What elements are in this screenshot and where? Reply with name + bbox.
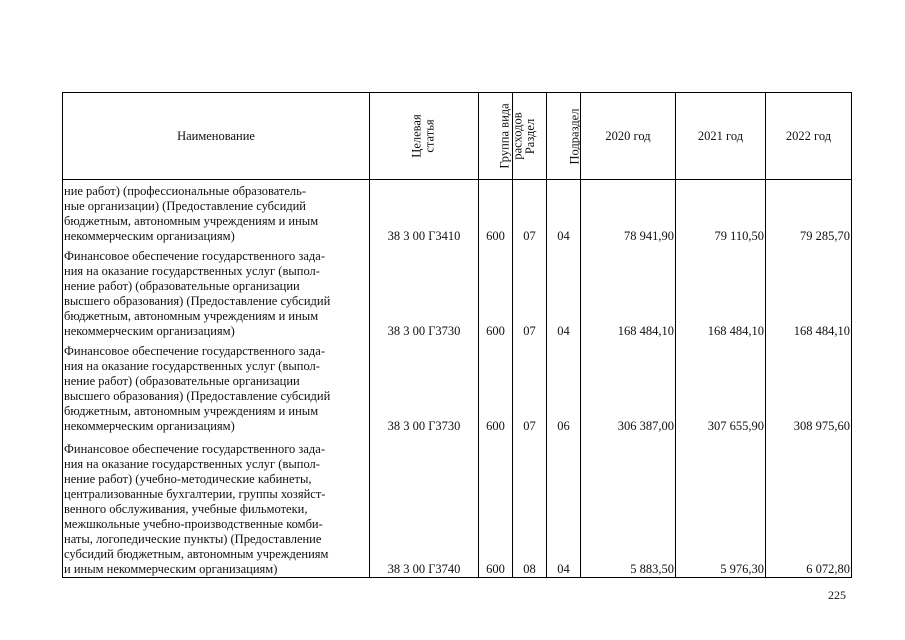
row-2021: 5 976,30: [676, 434, 766, 577]
row-subsection: 04: [547, 434, 581, 577]
col-2020-header: 2020 год: [581, 93, 676, 180]
row-2022: 168 484,10: [766, 244, 852, 339]
row-name: Финансовое обеспечение государственного зада- ния на оказание государственных услуг (выпол- нение работ) (образовательные организации высшего образования) (Предоставление субсидий бюджетным, автономным учреждениям и иным некоммерческим организациям): [63, 244, 370, 339]
row-subsection: 04: [547, 180, 581, 244]
row-group: 600: [479, 434, 513, 577]
row-section: 07: [513, 339, 547, 434]
row-2021: 168 484,10: [676, 244, 766, 339]
col-subsection-header: Подраздел: [547, 93, 581, 180]
row-2022: 79 285,70: [766, 180, 852, 244]
row-code: 38 3 00 Г3740: [370, 434, 479, 577]
row-2021: 79 110,50: [676, 180, 766, 244]
row-group: 600: [479, 339, 513, 434]
row-code: 38 3 00 Г3410: [370, 180, 479, 244]
row-name: Финансовое обеспечение государственного зада- ния на оказание государственных услуг (выпол- нение работ) (образовательные организации высшего образования) (Предоставление субсидий бюджетным, автономным учреждениям и иным некоммерческим организациям): [63, 339, 370, 434]
row-2020: 78 941,90: [581, 180, 676, 244]
table-row: [63, 180, 852, 244]
col-section-header: Раздел: [513, 93, 547, 180]
page-number: 225: [828, 588, 846, 602]
table-row: [63, 339, 852, 434]
row-code: 38 3 00 Г3730: [370, 244, 479, 339]
col-name-header: Наименование: [63, 93, 370, 180]
row-2020: 306 387,00: [581, 339, 676, 434]
row-group: 600: [479, 180, 513, 244]
row-section: 08: [513, 434, 547, 577]
row-2022: 6 072,80: [766, 434, 852, 577]
table-row: [63, 434, 852, 577]
row-section: 07: [513, 244, 547, 339]
row-subsection: 04: [547, 244, 581, 339]
col-target-header: Целевая статья: [370, 93, 479, 180]
table-row: [63, 244, 852, 339]
col-2021-header: 2021 год: [676, 93, 766, 180]
row-code: 38 3 00 Г3730: [370, 339, 479, 434]
row-subsection: 06: [547, 339, 581, 434]
row-2020: 5 883,50: [581, 434, 676, 577]
row-2021: 307 655,90: [676, 339, 766, 434]
col-group-header: Группа вида расходов: [479, 93, 513, 180]
row-name: ние работ) (профессиональные образователь- ные организации) (Предоставление субсидий бюджетным, автономным учреждениям и иным некоммерческим организациям): [63, 180, 370, 244]
budget-table: [62, 92, 852, 578]
row-2020: 168 484,10: [581, 244, 676, 339]
row-name: Финансовое обеспечение государственного зада- ния на оказание государственных услуг (выпол- нение работ) (учебно-методические кабинеты, централизованные бухгалтерии, группы хозяйст- венного обслуживания, учебные фильмотеки, межшкольные учебно-производственные комби- наты, логопедические пункты) (Предоставление субсидий бюджетным, автономным учреждениям и иным некоммерческим организациям): [63, 434, 370, 577]
header-row: [63, 93, 852, 180]
row-2022: 308 975,60: [766, 339, 852, 434]
row-group: 600: [479, 244, 513, 339]
row-section: 07: [513, 180, 547, 244]
col-2022-header: 2022 год: [766, 93, 852, 180]
